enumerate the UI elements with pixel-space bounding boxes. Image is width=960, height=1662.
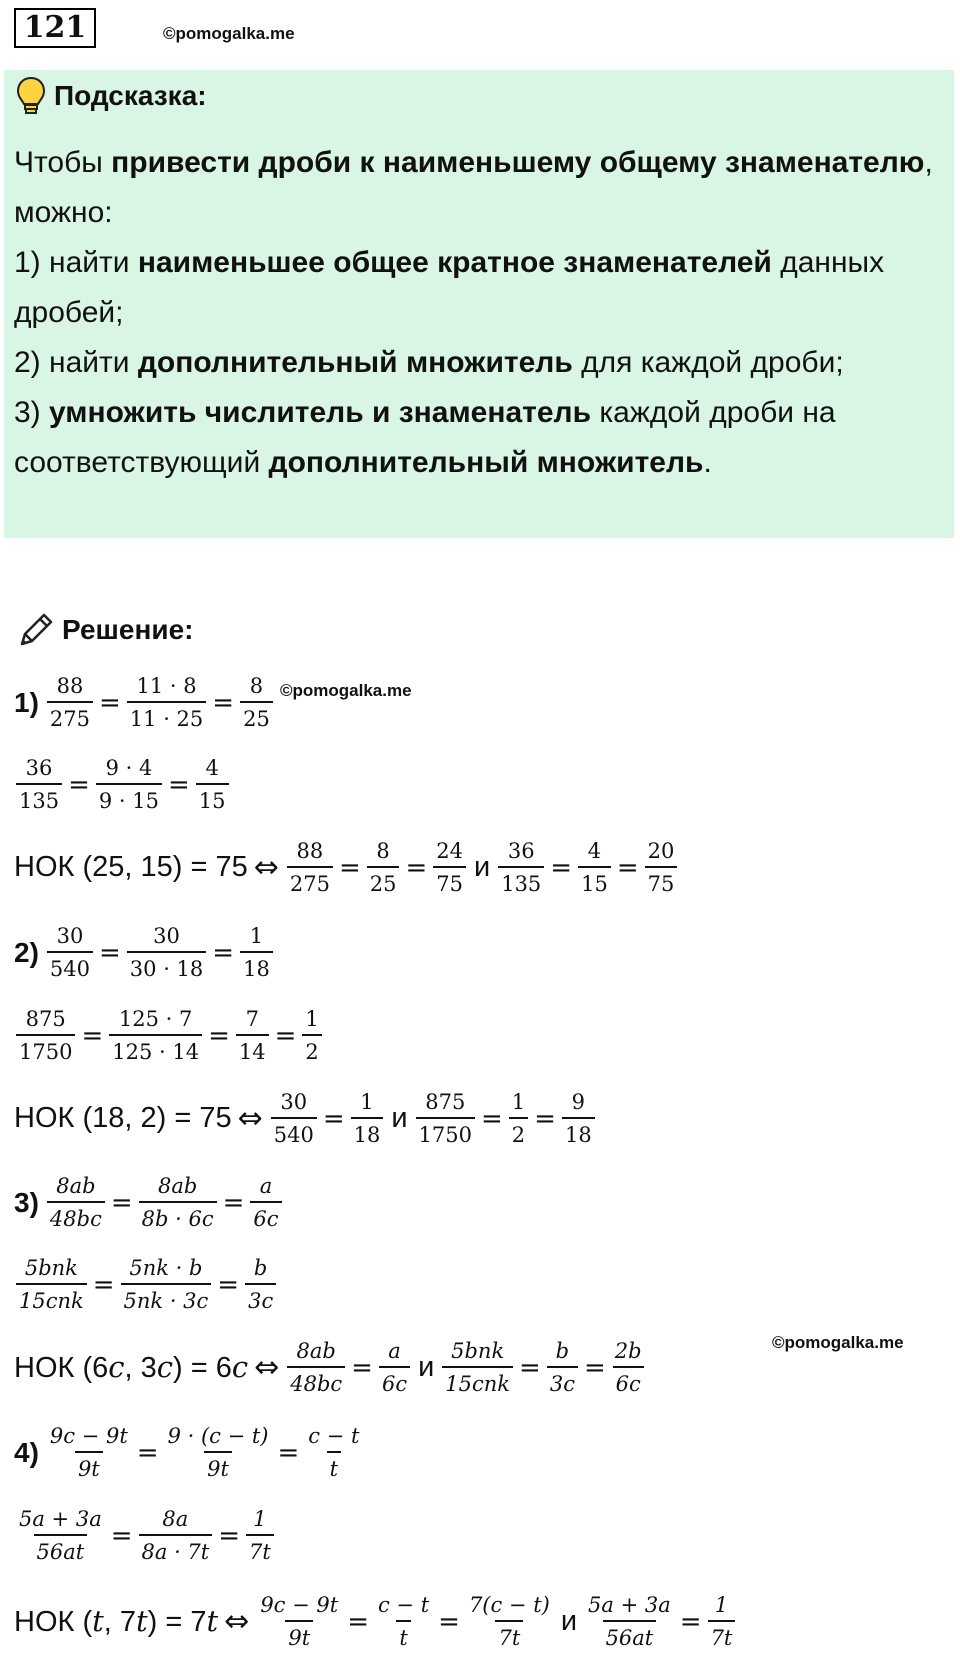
hint-text-part: для каждой дроби;	[572, 346, 844, 379]
part-label: 3)	[14, 1186, 39, 1218]
fraction	[271, 1089, 317, 1148]
part2-nok-line	[14, 1089, 597, 1148]
equals-sign: =	[81, 1020, 104, 1051]
denominator: 25	[367, 866, 400, 897]
fraction	[379, 1338, 410, 1397]
hint-paragraph	[14, 138, 934, 238]
lightbulb-icon	[16, 76, 46, 116]
denominator: 540	[47, 951, 93, 982]
nok-var: c	[156, 1350, 173, 1384]
equals-sign: =	[168, 769, 190, 800]
part3-line1	[14, 1173, 284, 1232]
part2-line1	[14, 923, 275, 982]
numerator: 7	[245, 1007, 259, 1031]
part1-line1	[14, 673, 275, 732]
numerator: a	[259, 1174, 273, 1198]
equals-sign: =	[322, 1103, 345, 1134]
hint-text-part: 3)	[14, 396, 50, 429]
numerator: b	[555, 1339, 570, 1363]
equals-sign: =	[616, 852, 639, 883]
fraction	[245, 1255, 276, 1314]
nok-part: , 3	[124, 1352, 157, 1384]
denominator: 30 · 18	[127, 951, 206, 982]
denominator: 9t	[77, 1457, 100, 1481]
hint-text-part: Чтобы	[14, 146, 112, 179]
fraction	[645, 838, 678, 897]
fraction	[240, 923, 273, 982]
equals-sign: =	[519, 1352, 541, 1383]
fraction	[416, 1089, 475, 1148]
watermark: ©pomogalka.me	[280, 681, 412, 700]
numerator: 1	[511, 1090, 526, 1114]
fraction	[139, 1506, 213, 1565]
denominator: 5nk · 3c	[123, 1289, 209, 1313]
fraction	[16, 1006, 75, 1065]
fraction	[612, 1338, 645, 1397]
numerator: 9 · (c − t)	[167, 1424, 269, 1448]
fraction	[287, 1338, 345, 1397]
fraction	[16, 755, 62, 814]
denominator: 135	[498, 866, 544, 897]
fraction	[246, 1506, 274, 1565]
numerator: 30	[153, 924, 180, 948]
fraction	[121, 1255, 212, 1314]
fraction	[562, 1089, 595, 1148]
numerator: 8	[376, 839, 390, 863]
equivalence-sign: ⇔	[254, 1350, 280, 1385]
denominator: 7t	[498, 1626, 521, 1650]
numerator: 11 · 8	[136, 674, 197, 698]
equals-sign: =	[550, 852, 573, 883]
hint-title	[16, 76, 207, 116]
denominator: 3c	[549, 1372, 575, 1396]
equals-sign: =	[347, 1606, 369, 1637]
equivalence-sign: ⇔	[253, 850, 279, 885]
numerator: 9 · 4	[105, 756, 153, 780]
pencil-icon	[16, 610, 56, 650]
part4-line1	[14, 1423, 364, 1482]
denominator: 14	[236, 1034, 269, 1065]
equals-sign: =	[99, 937, 121, 968]
fraction	[257, 1592, 341, 1651]
fraction	[47, 1173, 105, 1232]
nok-part: НОК (6	[14, 1352, 109, 1384]
denominator: 2	[509, 1117, 528, 1148]
fraction	[240, 673, 273, 732]
denominator: 125 · 14	[109, 1034, 202, 1065]
fraction	[509, 1089, 528, 1148]
equals-sign: =	[212, 937, 235, 968]
hint-paragraph	[14, 238, 934, 338]
nok-text: НОК (18, 2) = 75	[14, 1102, 232, 1134]
part1-nok-line	[14, 838, 679, 897]
equals-sign: =	[218, 1520, 241, 1551]
numerator: 8ab	[56, 1174, 96, 1198]
fraction	[236, 1006, 269, 1065]
numerator: 1	[253, 1507, 267, 1531]
fraction	[367, 838, 400, 897]
fraction	[305, 1423, 362, 1482]
denominator: 9 · 15	[96, 783, 162, 814]
equals-sign: =	[534, 1103, 556, 1134]
fraction	[139, 1173, 217, 1232]
numerator: 1	[714, 1593, 729, 1617]
hint-text-bold: умножить числитель и знаменатель	[49, 396, 592, 429]
equals-sign: =	[481, 1103, 503, 1134]
equals-sign: =	[136, 1437, 159, 1468]
hint-title-text: Подсказка:	[54, 80, 207, 111]
nok-part: НОК (	[14, 1606, 93, 1638]
equals-sign: =	[405, 852, 428, 883]
hint-text-part: 1) найти	[14, 246, 138, 279]
denominator: 48bc	[49, 1207, 102, 1231]
fraction	[375, 1592, 432, 1651]
hint-text-part: каждой дроби на соответствующий	[14, 396, 836, 479]
denominator: 25	[240, 701, 273, 732]
nok-part: , 7	[103, 1606, 137, 1638]
denominator: 275	[47, 701, 93, 732]
fraction	[708, 1592, 736, 1651]
equals-sign: =	[583, 1352, 606, 1383]
numerator: 36	[507, 839, 535, 863]
fraction	[196, 755, 229, 814]
denominator: 9t	[207, 1457, 229, 1481]
numerator: 30	[56, 924, 84, 948]
equals-sign: =	[99, 687, 121, 718]
hint-text	[14, 138, 934, 488]
numerator: 4	[587, 839, 602, 863]
numerator: 8ab	[157, 1174, 198, 1198]
fraction	[578, 838, 611, 897]
and-word: и	[418, 1351, 435, 1383]
denominator: 9t	[288, 1626, 311, 1650]
fraction	[250, 1173, 281, 1232]
nok-var: t	[136, 1604, 148, 1638]
numerator: 875	[425, 1090, 466, 1114]
denominator: 1750	[416, 1117, 475, 1148]
nok-text: НОК (25, 15) = 75	[14, 851, 248, 883]
numerator: 24	[436, 839, 463, 863]
denominator: 15	[578, 866, 611, 897]
equals-sign: =	[212, 687, 235, 718]
nok-var: t	[206, 1604, 219, 1638]
numerator: 88	[296, 839, 324, 863]
hint-text-bold: привести дроби к наименьшему общему знаменателю	[111, 146, 925, 179]
equals-sign: =	[222, 1187, 245, 1218]
denominator: 75	[433, 866, 466, 897]
nok-var: c	[231, 1350, 249, 1384]
fraction	[302, 1006, 321, 1065]
nok-text	[14, 1350, 248, 1385]
denominator: 18	[240, 951, 273, 982]
part4-line2	[14, 1506, 276, 1565]
hint-paragraph	[14, 338, 934, 388]
part-label: 4)	[14, 1436, 39, 1468]
numerator: 20	[647, 839, 675, 863]
denominator: 135	[16, 783, 62, 814]
numerator: 125 · 7	[118, 1007, 193, 1031]
fraction	[109, 1006, 202, 1065]
equals-sign: =	[351, 1352, 373, 1383]
fraction	[442, 1338, 513, 1397]
fraction	[47, 673, 93, 732]
denominator: 3c	[248, 1289, 274, 1313]
numerator: 8	[249, 674, 264, 698]
fraction	[16, 1506, 105, 1565]
denominator: 1750	[16, 1034, 75, 1065]
numerator: 875	[25, 1007, 66, 1031]
numerator: 88	[56, 674, 84, 698]
numerator: 1	[360, 1090, 374, 1114]
equivalence-sign: ⇔	[237, 1101, 263, 1136]
equivalence-sign: ⇔	[224, 1604, 250, 1639]
denominator: 15cnk	[445, 1372, 511, 1396]
equals-sign: =	[438, 1606, 460, 1637]
denominator: 540	[271, 1117, 317, 1148]
nok-part: ) = 6	[173, 1352, 232, 1384]
denominator: 15cnk	[19, 1289, 84, 1313]
denominator: 18	[562, 1117, 595, 1148]
numerator: 5a + 3a	[19, 1507, 102, 1531]
numerator: 4	[205, 756, 219, 780]
fraction	[466, 1592, 553, 1651]
numerator: 2b	[614, 1339, 642, 1363]
numerator: 9c − 9t	[49, 1424, 128, 1448]
hint-text-part: .	[703, 446, 712, 479]
nok-var: c	[108, 1350, 125, 1384]
part3-nok-line	[14, 1338, 647, 1397]
numerator: b	[253, 1256, 268, 1280]
fraction	[287, 838, 333, 897]
nok-text	[14, 1604, 218, 1639]
solution-title-text: Решение:	[62, 614, 194, 645]
fraction	[47, 1423, 131, 1482]
part1-line2	[14, 755, 231, 814]
and-word: и	[560, 1605, 578, 1637]
hint-text-part: данных дробей;	[14, 246, 885, 329]
numerator: 8a	[162, 1507, 189, 1531]
part4-nok-line	[14, 1592, 737, 1651]
denominator: 8a · 7t	[141, 1540, 210, 1564]
numerator: 5nk · b	[129, 1256, 203, 1280]
fraction	[127, 673, 206, 732]
fraction	[16, 1255, 87, 1314]
denominator: 48bc	[290, 1372, 343, 1396]
denominator: t	[399, 1626, 408, 1650]
equals-sign: =	[277, 1437, 300, 1468]
problem-number: 121	[14, 8, 96, 48]
fraction	[96, 755, 162, 814]
numerator: 1	[305, 1007, 319, 1031]
denominator: 7t	[249, 1540, 271, 1564]
nok-var: t	[92, 1604, 104, 1638]
fraction	[127, 923, 206, 982]
denominator: 6c	[381, 1372, 408, 1396]
and-word: и	[391, 1102, 408, 1134]
equals-sign: =	[110, 1520, 133, 1551]
fraction	[547, 1338, 578, 1397]
solution-title	[16, 610, 193, 650]
denominator: 8b · 6c	[141, 1207, 214, 1231]
equals-sign: =	[217, 1269, 240, 1300]
equals-sign: =	[92, 1269, 115, 1300]
fraction	[351, 1089, 384, 1148]
denominator: 7t	[710, 1626, 733, 1650]
numerator: 8ab	[296, 1339, 336, 1363]
hint-text-part: 2) найти	[14, 346, 138, 379]
hint-text-bold: дополнительный множитель	[268, 446, 704, 479]
denominator: 6c	[253, 1207, 279, 1231]
numerator: 5bnk	[451, 1339, 505, 1363]
numerator: 9	[571, 1090, 586, 1114]
denominator: t	[329, 1457, 339, 1481]
equals-sign: =	[679, 1606, 702, 1637]
numerator: 5bnk	[24, 1256, 78, 1280]
denominator: 18	[351, 1117, 384, 1148]
numerator: c − t	[308, 1424, 360, 1448]
denominator: 56at	[605, 1626, 654, 1650]
denominator: 2	[302, 1034, 321, 1065]
fraction	[585, 1592, 674, 1651]
equals-sign: =	[274, 1020, 297, 1051]
watermark: ©pomogalka.me	[163, 24, 295, 43]
and-word: и	[474, 851, 491, 883]
numerator: 9c − 9t	[260, 1593, 339, 1617]
part2-line2	[14, 1006, 324, 1065]
fraction	[433, 838, 466, 897]
part3-line2	[14, 1255, 278, 1314]
equals-sign: =	[68, 769, 90, 800]
equals-sign: =	[338, 852, 361, 883]
denominator: 75	[645, 866, 678, 897]
denominator: 15	[196, 783, 229, 814]
hint-text-part: , можно:	[14, 146, 933, 229]
fraction	[47, 923, 93, 982]
numerator: 5a + 3a	[588, 1593, 671, 1617]
equals-sign: =	[110, 1187, 133, 1218]
numerator: c − t	[377, 1593, 430, 1617]
denominator: 11 · 25	[127, 701, 206, 732]
nok-part: ) = 7	[147, 1606, 207, 1638]
denominator: 6c	[615, 1372, 641, 1396]
part-label: 1)	[14, 686, 39, 718]
hint-paragraph	[14, 388, 934, 488]
numerator: 36	[25, 756, 53, 780]
numerator: 30	[280, 1090, 308, 1114]
numerator: 7(c − t)	[468, 1593, 550, 1617]
hint-text-bold: дополнительный множитель	[137, 346, 573, 379]
watermark: ©pomogalka.me	[772, 1333, 904, 1352]
fraction	[498, 838, 544, 897]
denominator: 56at	[36, 1540, 85, 1564]
denominator: 275	[287, 866, 333, 897]
part-label: 2)	[14, 936, 39, 968]
equals-sign: =	[208, 1020, 230, 1051]
numerator: 1	[249, 924, 264, 948]
numerator: a	[388, 1339, 401, 1363]
hint-text-bold: наименьшее общее кратное знаменателей	[137, 246, 772, 279]
fraction	[165, 1423, 272, 1482]
